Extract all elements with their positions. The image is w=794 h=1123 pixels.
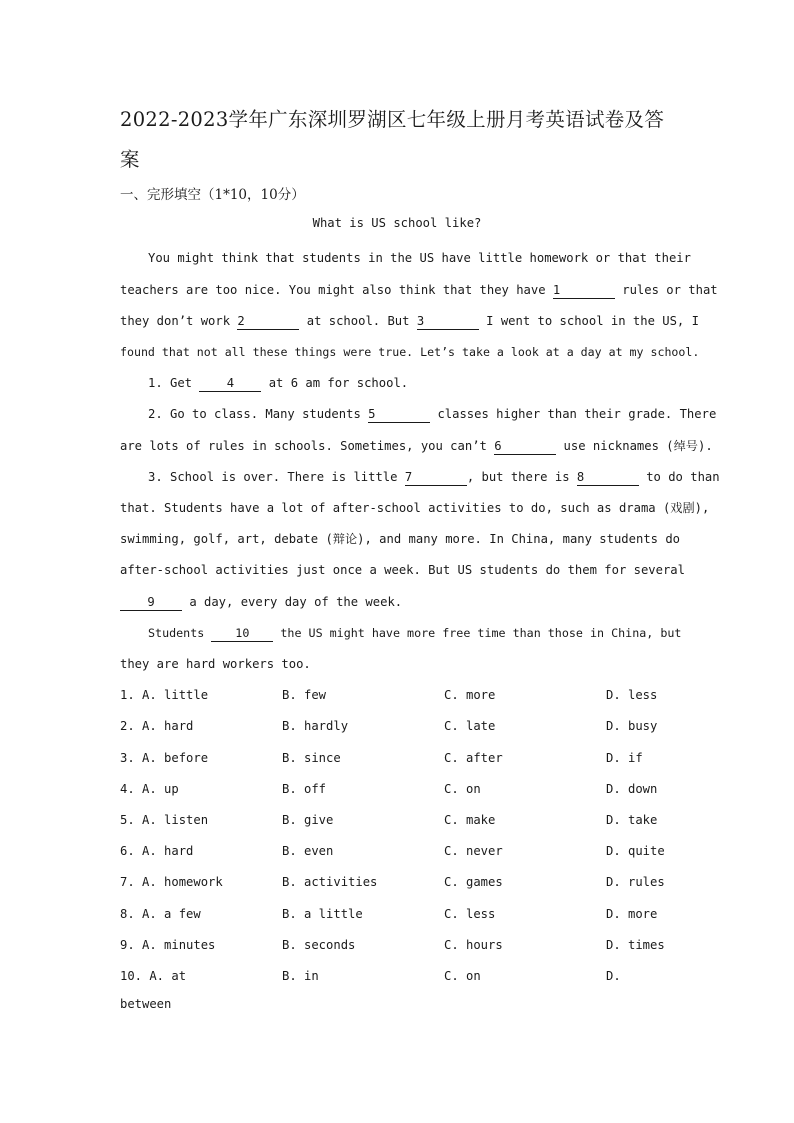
passage-line: You might think that students in the US have little homework or that their [148, 251, 691, 265]
document-title: 2022-2023学年广东深圳罗湖区七年级上册月考英语试卷及答案 [120, 108, 665, 171]
option-row [120, 904, 680, 924]
passage-line: after-school activities just once a week. But US students do them for several [120, 563, 685, 577]
option-choice: B. since [282, 751, 341, 765]
option-continuation: between [120, 997, 172, 1011]
passage-line: they don’t work 2 at school. But 3 I went to school in the US, I [120, 314, 699, 328]
option-choice: 6. A. hard [120, 844, 194, 858]
option-choice: B. activities [282, 875, 378, 889]
blank-5: 5 [368, 406, 430, 423]
passage-line: found that not all these things were true. Let’s take a look at a day at my school. [120, 345, 700, 359]
passage-line: 1. Get 4 at 6 am for school. [148, 376, 409, 390]
option-choice: C. less [444, 907, 496, 921]
option-choice: 4. A. up [120, 782, 179, 796]
option-row [120, 748, 680, 768]
option-choice: B. off [282, 782, 327, 796]
option-choice: B. give [282, 813, 334, 827]
option-choice: C. after [444, 751, 503, 765]
blank-2: 2 [237, 313, 299, 330]
option-choice: D. more [606, 907, 658, 921]
option-choice: D. down [606, 782, 658, 796]
option-choice: B. a little [282, 907, 363, 921]
option-choice: 2. A. hard [120, 719, 194, 733]
passage-line: 3. School is over. There is little 7 , but there is 8 to do than [148, 470, 720, 484]
option-row [120, 841, 680, 861]
option-choice: D. if [606, 751, 643, 765]
option-choice: D. less [606, 688, 658, 702]
option-choice: B. seconds [282, 938, 356, 952]
passage-line: swimming, golf, art, debate (辩论), and many more. In China, many students do [120, 532, 681, 546]
passage-line: Students 10 the US might have more free time than those in China, but [148, 626, 682, 640]
option-row [120, 935, 680, 955]
passage-line: they are hard workers too. [120, 657, 311, 671]
option-choice: D. quite [606, 844, 665, 858]
option-choice: B. hardly [282, 719, 349, 733]
option-choice: 5. A. listen [120, 813, 209, 827]
option-choice: C. games [444, 875, 503, 889]
option-choice: C. hours [444, 938, 503, 952]
passage-line: 9 a day, every day of the week. [120, 592, 675, 612]
option-choice: B. even [282, 844, 334, 858]
option-choice: 10. A. at [120, 969, 187, 983]
blank-6: 6 [494, 438, 556, 455]
option-choice: D. [606, 969, 621, 983]
blank-8: 8 [577, 469, 639, 486]
option-row [120, 779, 680, 799]
option-row [120, 966, 680, 986]
option-choice: C. make [444, 813, 496, 827]
option-choice: D. times [606, 938, 665, 952]
blank-7: 7 [405, 469, 467, 486]
blank-4: 4 [199, 375, 261, 392]
option-choice: C. never [444, 844, 503, 858]
option-row [120, 872, 680, 892]
blank-10: 10 [211, 625, 273, 642]
option-choice: C. late [444, 719, 496, 733]
option-choice: D. busy [606, 719, 658, 733]
option-choice: C. on [444, 969, 481, 983]
option-choice: B. in [282, 969, 319, 983]
passage-line: are lots of rules in schools. Sometimes, you can’t 6 use nicknames (绰号). [120, 439, 713, 453]
option-choice: B. few [282, 688, 327, 702]
blank-9: 9 [120, 594, 182, 611]
blank-1: 1 [553, 282, 615, 299]
option-choice: 7. A. homework [120, 875, 223, 889]
option-row [120, 716, 680, 736]
option-choice: 9. A. minutes [120, 938, 216, 952]
option-choice: 1. A. little [120, 688, 209, 702]
option-choice: 8. A. a few [120, 907, 201, 921]
option-choice: C. on [444, 782, 481, 796]
passage-line: that. Students have a lot of after-school activities to do, such as drama (戏剧), [120, 501, 710, 515]
option-choice: D. take [606, 813, 658, 827]
blank-3: 3 [417, 313, 479, 330]
option-choice: C. more [444, 688, 496, 702]
option-row [120, 685, 680, 705]
passage-line: teachers are too nice. You might also think that they have 1 rules or that [120, 283, 718, 297]
passage-title: What is US school like? [312, 216, 482, 230]
section-heading: 一、完形填空（1*10，10分） [120, 187, 305, 203]
option-choice: 3. A. before [120, 751, 209, 765]
passage-line: 2. Go to class. Many students 5 classes higher than their grade. There [148, 407, 717, 421]
option-row [120, 810, 680, 830]
option-choice: D. rules [606, 875, 665, 889]
